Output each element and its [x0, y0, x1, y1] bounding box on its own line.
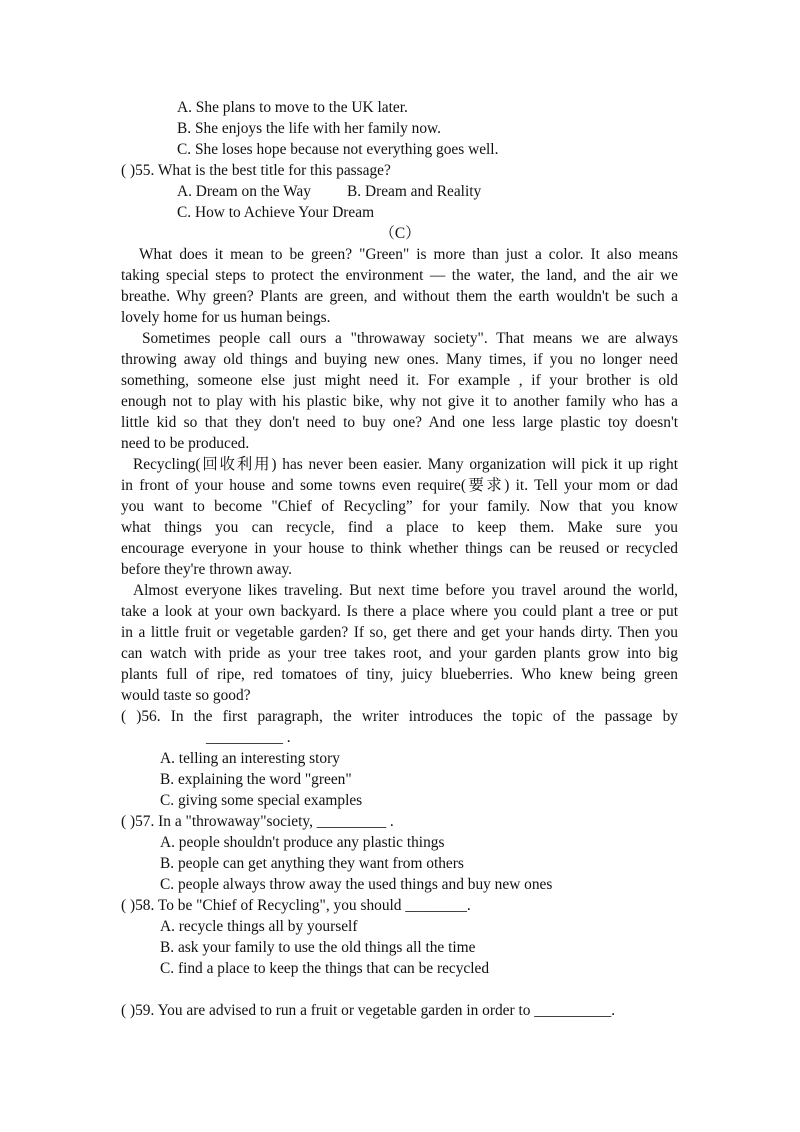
question-58-stem: ( )58. To be "Chief of Recycling", you should ________.: [121, 897, 471, 914]
question-59-stem: ( )59. You are advised to run a fruit or vegetable garden in order to __________.: [121, 1002, 616, 1019]
paragraph-4-line: in a little fruit or vegetable garden? If so, get there and get your hands dirty. Then you: [121, 624, 678, 641]
paragraph-2-line: enough not to play with his plastic bike, why not give it to another family who has a: [121, 393, 678, 410]
question-57-stem: ( )57. In a "throwaway"society, _________ .: [121, 813, 394, 830]
question-57-option-a: A. people shouldn't produce any plastic things: [160, 834, 445, 851]
paragraph-2-line: throwing away old things and buying new ones. Many times, if you no longer need: [121, 351, 678, 368]
paragraph-3-line: in front of your house and some towns even require(要求) it. Tell your mom or dad: [121, 477, 678, 494]
paragraph-4-line: Almost everyone likes traveling. But next time before you travel around the world,: [133, 582, 678, 599]
question-58-option-a: A. recycle things all by yourself: [160, 918, 358, 935]
question-55-stem: ( )55. What is the best title for this passage?: [121, 162, 391, 179]
paragraph-4-line: would taste so good?: [121, 687, 251, 704]
question-56-blank: __________ .: [206, 729, 291, 746]
paragraph-2-line: little kid so that they don't need to buy one? And one less large plastic toy doesn't: [121, 414, 678, 431]
question-56-option-a: A. telling an interesting story: [160, 750, 340, 767]
question-58-option-b: B. ask your family to use the old things all the time: [160, 939, 476, 956]
paragraph-3-line: you want to become "Chief of Recycling” for your family. Now that you know: [121, 498, 678, 515]
paragraph-1-line: What does it mean to be green? "Green" is more than just a color. It also means: [139, 246, 678, 263]
question-58-option-c: C. find a place to keep the things that can be recycled: [160, 960, 490, 977]
question-55-option-b: B. Dream and Reality: [347, 183, 482, 200]
prev-option-b: B. She enjoys the life with her family now.: [177, 120, 442, 137]
paragraph-3-line: before they're thrown away.: [121, 561, 292, 578]
paragraph-3-line: what things you can recycle, find a place to keep them. Make sure you: [121, 519, 678, 536]
question-55-option-c: C. How to Achieve Your Dream: [177, 204, 375, 221]
prev-option-c: C. She loses hope because not everything goes well.: [177, 141, 499, 158]
paragraph-2-line: something, someone else just might need it. For example , if your brother is old: [121, 372, 678, 389]
question-56-option-b: B. explaining the word "green": [160, 771, 352, 788]
paragraph-1-line: taking special steps to protect the environment — the water, the land, and the air we: [121, 267, 678, 284]
section-label: （C）: [379, 225, 421, 242]
paragraph-4-line: plants full of ripe, red tomatoes of tiny, juicy blueberries. Who knew being green: [121, 666, 678, 683]
question-57-option-c: C. people always throw away the used things and buy new ones: [160, 876, 553, 893]
paragraph-1-line: lovely home for us human beings.: [121, 309, 331, 326]
question-56-option-c: C. giving some special examples: [160, 792, 363, 809]
paragraph-3-line: encourage everyone in your house to think whether things can be reused or recycled: [121, 540, 678, 557]
paragraph-4-line: can watch with pride as your tree takes root, and your garden plants grow into big: [121, 645, 678, 662]
paragraph-3-line: Recycling(回收利用) has never been easier. Many organization will pick it up right: [133, 456, 678, 473]
question-57-option-b: B. people can get anything they want from others: [160, 855, 464, 872]
paragraph-2-line: need to be produced.: [121, 435, 250, 452]
paragraph-1-line: breathe. Why green? Plants are green, and without them the earth wouldn't be such a: [121, 288, 678, 305]
paragraph-2-line: Sometimes people call ours a "throwaway society". That means we are always: [142, 330, 678, 347]
question-55-option-a: A. Dream on the Way: [177, 183, 311, 200]
prev-option-a: A. She plans to move to the UK later.: [177, 99, 408, 116]
question-56-stem: ( )56. In the first paragraph, the writer introduces the topic of the passage by: [121, 708, 678, 725]
paragraph-4-line: take a look at your own backyard. Is there a place where you could plant a tree or put: [121, 603, 678, 620]
